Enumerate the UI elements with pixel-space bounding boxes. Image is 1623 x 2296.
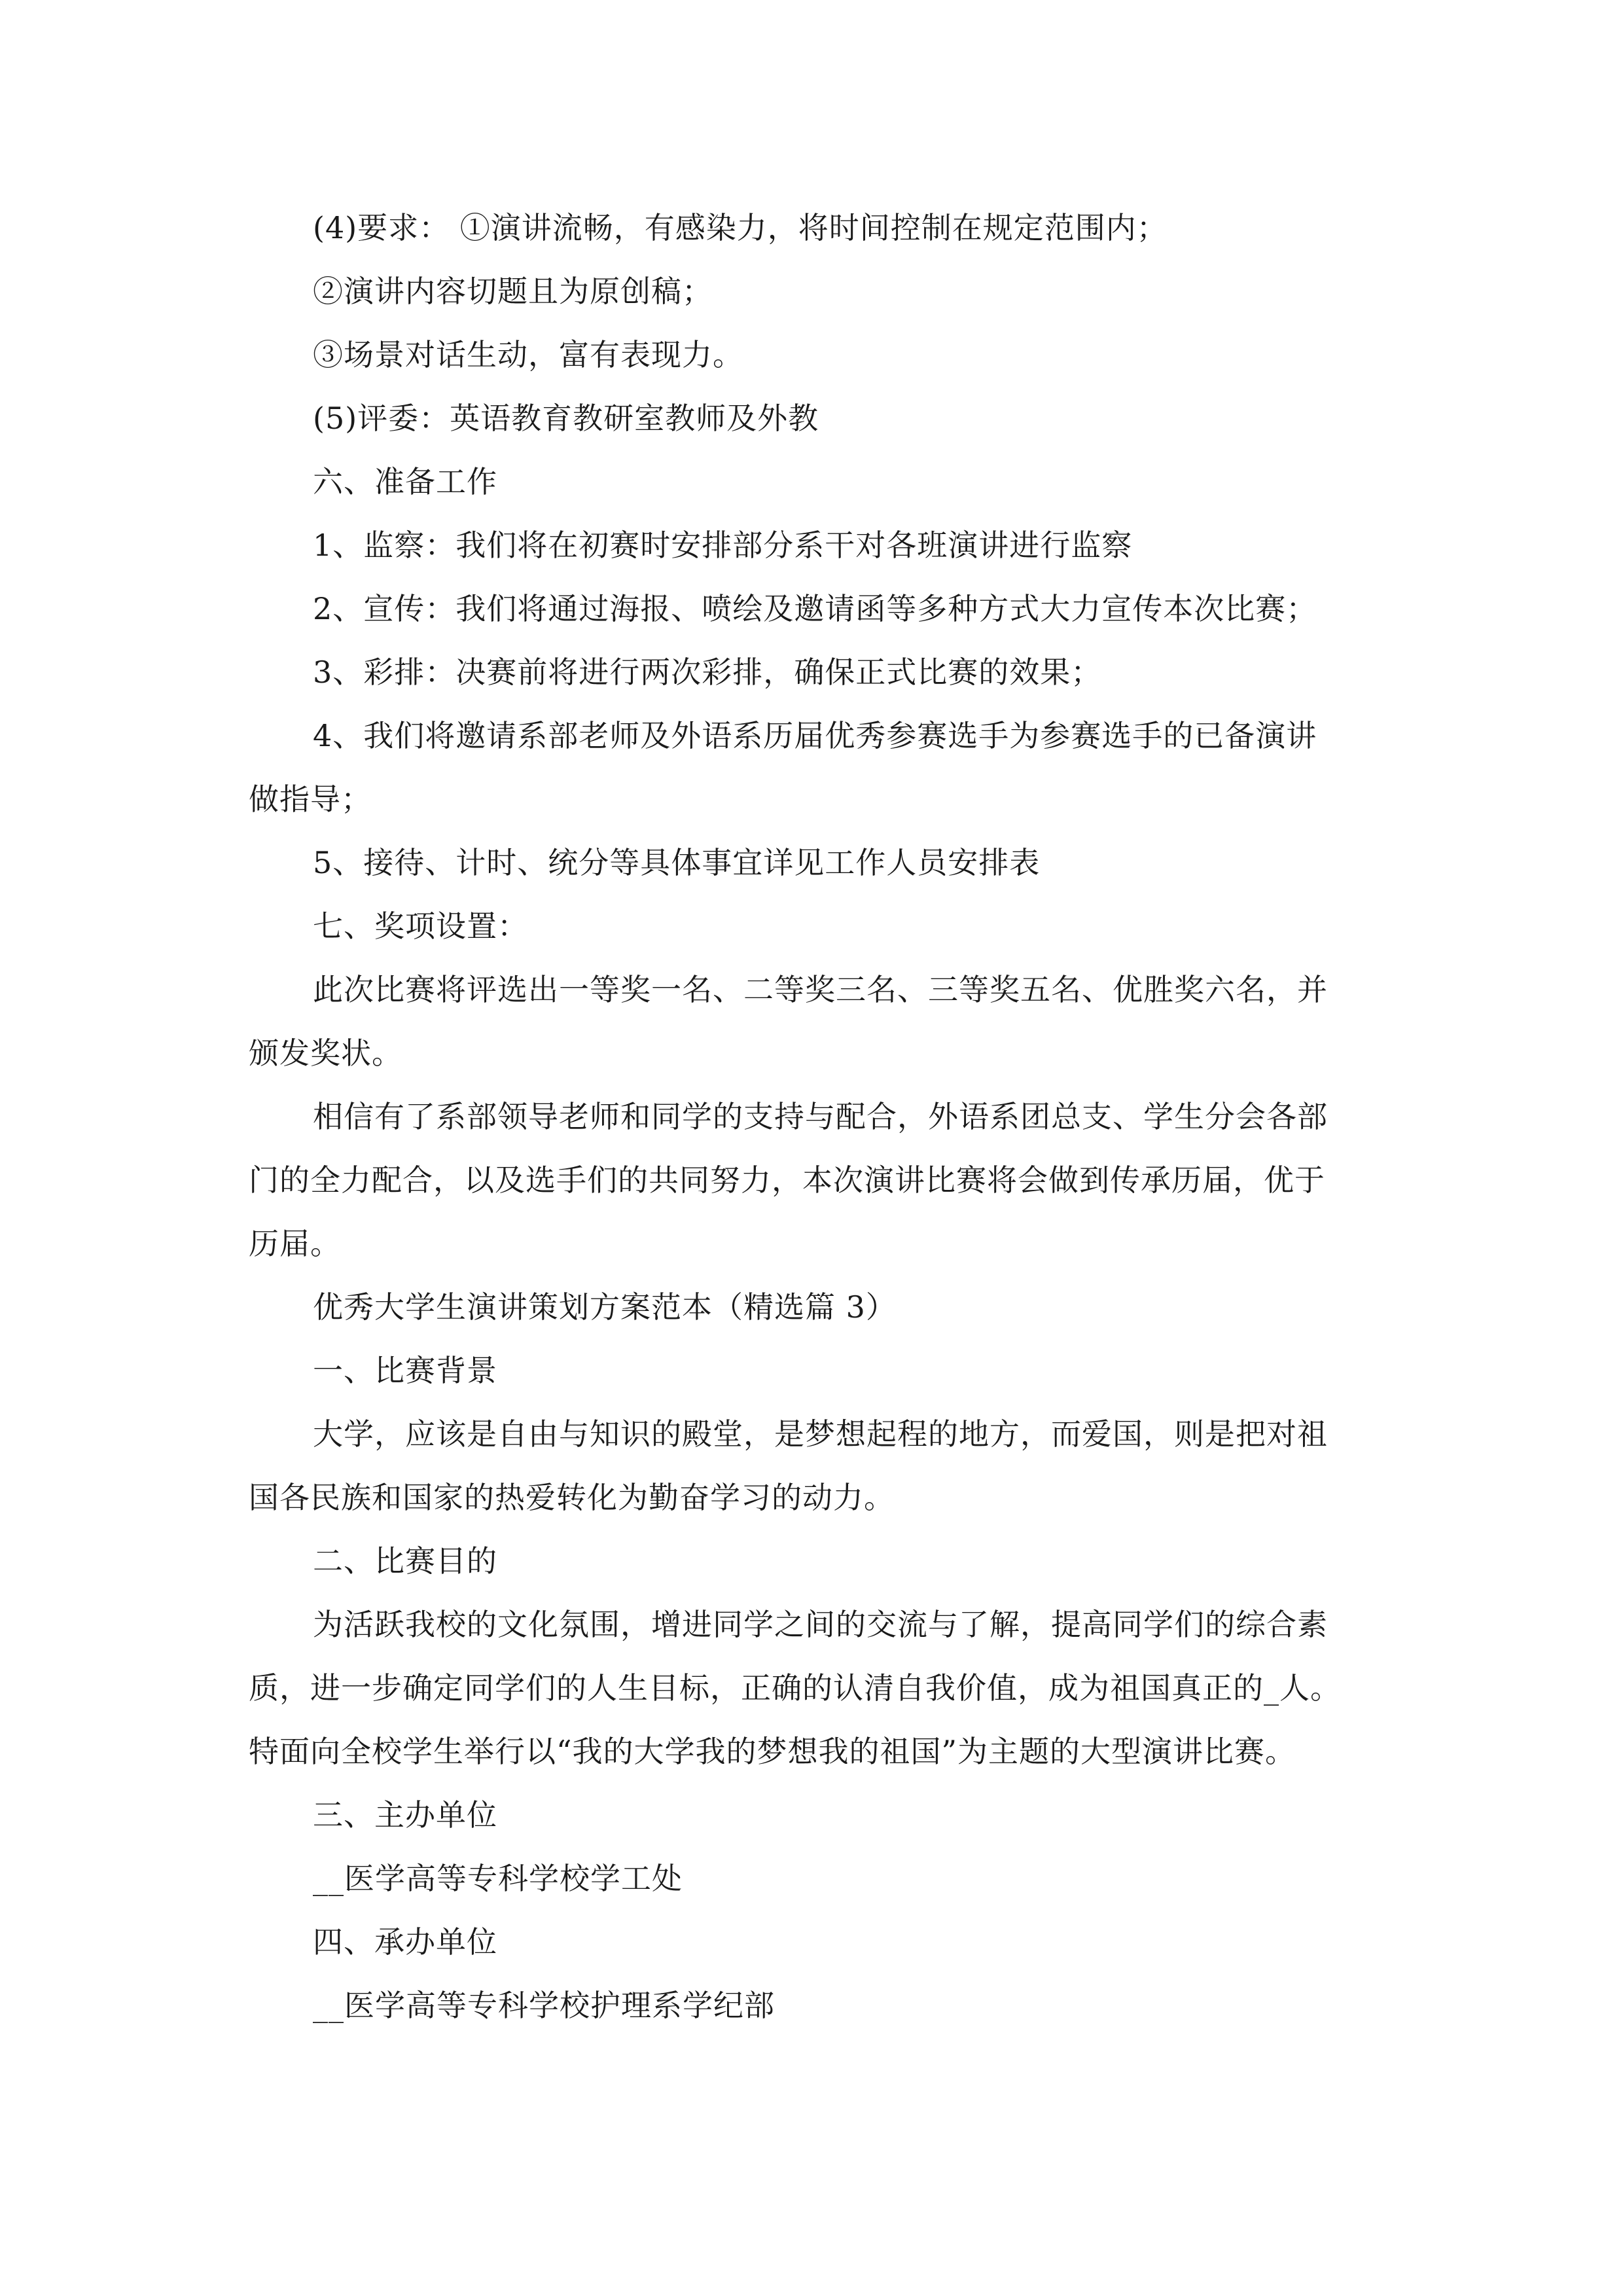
text-line: 大学，应该是自由与知识的殿堂，是梦想起程的地方，而爱国，则是把对祖 — [313, 1416, 1328, 1452]
text-line: ②演讲内容切题且为原创稿； — [313, 274, 713, 309]
section-heading: 一、比赛背景 — [313, 1353, 497, 1388]
section-heading: 六、准备工作 — [313, 464, 497, 499]
text-line: ③场景对话生动，富有表现力。 — [313, 337, 743, 372]
text-line: 1、监察：我们将在初赛时安排部分系干对各班演讲进行监察 — [313, 528, 1133, 563]
text-line: 特面向全校学生举行以“我的大学我的梦想我的祖国”为主题的大型演讲比赛。 — [249, 1734, 1296, 1769]
text-line: __医学高等专科学校学工处 — [313, 1861, 683, 1896]
text-line: 国各民族和国家的热爱转化为勤奋学习的动力。 — [249, 1480, 895, 1515]
section-heading: 三、主办单位 — [313, 1797, 497, 1833]
text-line: 4、我们将邀请系部老师及外语系历届优秀参赛选手为参赛选手的已备演讲 — [313, 718, 1317, 753]
text-line: 做指导； — [249, 781, 372, 817]
section-heading: 二、比赛目的 — [313, 1543, 497, 1579]
text-line: (4)要求： ①演讲流畅，有感染力，将时间控制在规定范围内； — [313, 210, 1168, 245]
text-line: 颁发奖状。 — [249, 1035, 402, 1071]
text-line: 5、接待、计时、统分等具体事宜详见工作人员安排表 — [313, 845, 1041, 880]
text-line: 3、彩排：决赛前将进行两次彩排，确保正式比赛的效果； — [313, 655, 1102, 690]
article-title: 优秀大学生演讲策划方案范本（精选篇 3） — [313, 1289, 897, 1325]
text-line: 质，进一步确定同学们的人生目标，正确的认清自我价值，成为祖国真正的_人。 — [249, 1670, 1341, 1706]
section-heading: 七、奖项设置： — [313, 908, 528, 944]
text-line: 此次比赛将评选出一等奖一名、二等奖三名、三等奖五名、优胜奖六名，并 — [313, 972, 1328, 1007]
text-line: __医学高等专科学校护理系学纪部 — [313, 1988, 775, 2023]
text-line: 2、宣传：我们将通过海报、喷绘及邀请函等多种方式大力宣传本次比赛； — [313, 591, 1317, 626]
text-line: 为活跃我校的文化氛围，增进同学之间的交流与了解，提高同学们的综合素 — [313, 1607, 1328, 1642]
text-line: 门的全力配合，以及选手们的共同努力，本次演讲比赛将会做到传承历届，优于 — [249, 1162, 1325, 1198]
text-line: 历届。 — [249, 1226, 341, 1261]
text-line: 相信有了系部领导老师和同学的支持与配合，外语系团总支、学生分会各部 — [313, 1099, 1328, 1134]
text-line: (5)评委：英语教育教研室教师及外教 — [313, 401, 819, 436]
section-heading: 四、承办单位 — [313, 1924, 497, 1960]
